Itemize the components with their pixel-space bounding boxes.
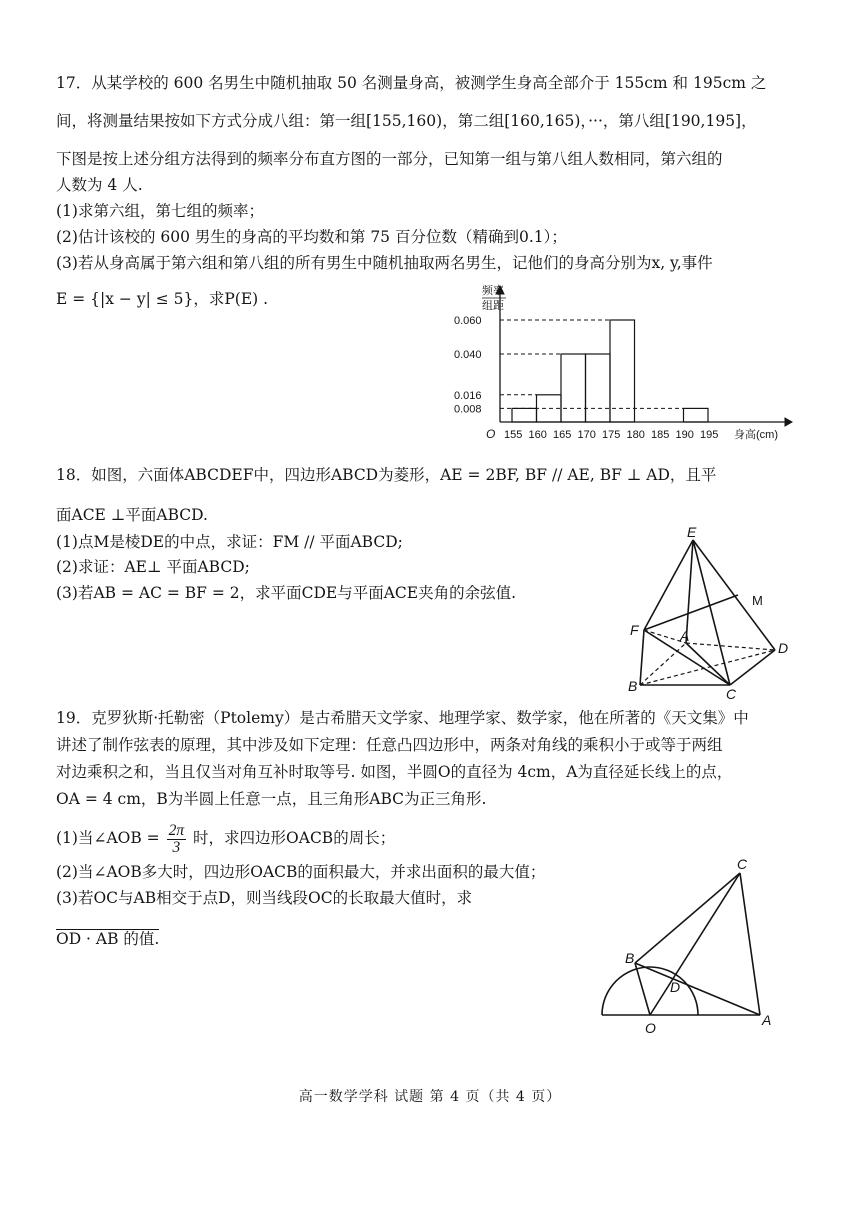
q17-part-3: (3)若从身高属于第六组和第八组的所有男生中随机抽取两名男生，记他们的身高分别为x, y,事件 [56, 254, 713, 272]
y-tick-label: 0.040 [454, 349, 482, 361]
q17-line-2: 间，将测量结果按如下方式分成八组：第一组[155,160)，第二组[160,165)，···，第八组[190,195]， [56, 112, 757, 130]
segment-FM [644, 595, 738, 630]
label-C: C [737, 856, 748, 872]
segment-BC [635, 873, 740, 963]
fraction-numerator: 2π [168, 821, 185, 839]
y-axis-label-numerator: 频率 [482, 285, 504, 297]
fraction-denominator: 3 [172, 838, 181, 856]
y-axis-label-denominator: 组距 [482, 300, 504, 312]
x-tick-label: 190 [675, 429, 694, 441]
y-tick-label: 0.016 [454, 389, 482, 402]
q18-part-2: (2)求证：AE⊥ 平面ABCD; [56, 558, 250, 576]
histogram-bar [586, 354, 611, 422]
q17-line-1: 17．从某学校的 600 名男生中随机抽取 50 名测量身高，被测学生身高全部介于 155cm 和 195cm 之 [56, 74, 767, 92]
vector-expression: OD · AB 的值. [56, 930, 160, 948]
x-tick-label: 185 [651, 429, 670, 441]
x-axis-arrow [785, 418, 792, 426]
q18-line-2: 面ACE ⊥平面ABCD. [56, 506, 208, 524]
x-tick-label: 195 [700, 429, 719, 441]
label-M: M [752, 593, 763, 608]
label-B: B [625, 950, 635, 966]
histogram-bar [561, 354, 586, 422]
x-tick-label: 175 [602, 429, 621, 441]
label-C: C [726, 686, 737, 700]
diag-BD-hidden [640, 650, 775, 685]
q19-part-1 [56, 815, 395, 861]
edge-AD-hidden [686, 643, 775, 650]
edge-AC [686, 643, 730, 685]
label-F: F [630, 622, 639, 638]
q17-line-4: 人数为 4 人. [56, 176, 143, 194]
origin-label: O [486, 427, 496, 441]
q18-part-3: (3)若AB = AC = BF = 2，求平面CDE与平面ACE夹角的余弦值. [56, 584, 517, 602]
semicircle [602, 967, 698, 1015]
q19-line-4: OA = 4 cm，B为半圆上任意一点，且三角形ABC为正三角形. [56, 790, 487, 808]
histogram-bar [684, 408, 709, 422]
label-A: A [762, 1012, 772, 1028]
hexahedron-figure [620, 525, 800, 700]
histogram-bar [512, 408, 537, 422]
segment-OB [635, 963, 650, 1015]
label-A: A [680, 628, 690, 644]
x-tick-label: 155 [504, 429, 523, 441]
edge-EF [644, 540, 693, 630]
q19-part-3: (3)若OC与AB相交于点D，则当线段OC的长取最大值时，求 [56, 889, 473, 907]
x-axis-label: 身高(cm) [734, 429, 778, 441]
q19-line-3: 对边乘积之和，当且仅当对角互补时取等号. 如图，半圆O的直径为 4cm，A为直径延长线上的点， [56, 763, 733, 781]
q19-part-2: (2)当∠AOB多大时，四边形OACB的面积最大，并求出面积的最大值； [56, 863, 546, 881]
x-tick-label: 165 [553, 429, 572, 441]
semicircle-figure [590, 855, 790, 1040]
segment-CA [740, 873, 760, 1015]
y-tick-label: 0.060 [454, 315, 482, 327]
label-E: E [687, 525, 697, 540]
frequency-histogram [440, 280, 800, 450]
q18-part-1: (1)点M是棱DE的中点，求证：FM // 平面ABCD; [56, 533, 403, 551]
label-O: O [645, 1020, 656, 1036]
label-B: B [628, 678, 638, 694]
q19-part-1-suffix: 时，求四边形OACB的周长； [193, 829, 396, 847]
edge-FB [640, 630, 644, 685]
x-tick-label: 170 [577, 429, 596, 441]
q18-line-1: 18．如图，六面体ABCDEF中，四边形ABCD为菱形，AE = 2BF, BF // AE, BF ⊥ AD，且平 [56, 466, 717, 484]
label-D: D [670, 979, 681, 995]
q17-part-1: (1)求第六组，第七组的频率； [56, 202, 264, 220]
fraction-2pi-3 [167, 823, 187, 856]
q19-line-1: 19．克罗狄斯·托勒密（Ptolemy）是古希腊天文学家、地理学家、数学家，他在所著的《天文集》中 [56, 709, 749, 727]
label-D: D [778, 640, 789, 656]
q17-line-3: 下图是按上述分组方法得到的频率分布直方图的一部分，已知第一组与第八组人数相同，第六组的 [56, 150, 723, 168]
x-tick-label: 180 [626, 429, 645, 441]
x-tick-label: 160 [528, 429, 547, 441]
histogram-bar [610, 320, 635, 422]
q19-part-1-prefix: (1)当∠AOB = [56, 829, 160, 847]
page-footer: 高一数学学科 试题 第 4 页（共 4 页） [298, 1089, 562, 1105]
q19-part-3-vector [56, 929, 159, 949]
segment-OC [650, 873, 740, 1015]
edge-CD [730, 650, 775, 685]
q17-event-def: E = {|x − y| ≤ 5}，求P(E) . [56, 290, 269, 308]
y-tick-label: 0.008 [454, 403, 482, 416]
q19-line-2: 讲述了制作弦表的原理，其中涉及如下定理：任意凸四边形中，两条对角线的乘积小于或等于两组 [56, 736, 723, 754]
q17-part-2: (2)估计该校的 600 男生的身高的平均数和第 75 百分位数（精确到0.1）； [56, 228, 567, 246]
